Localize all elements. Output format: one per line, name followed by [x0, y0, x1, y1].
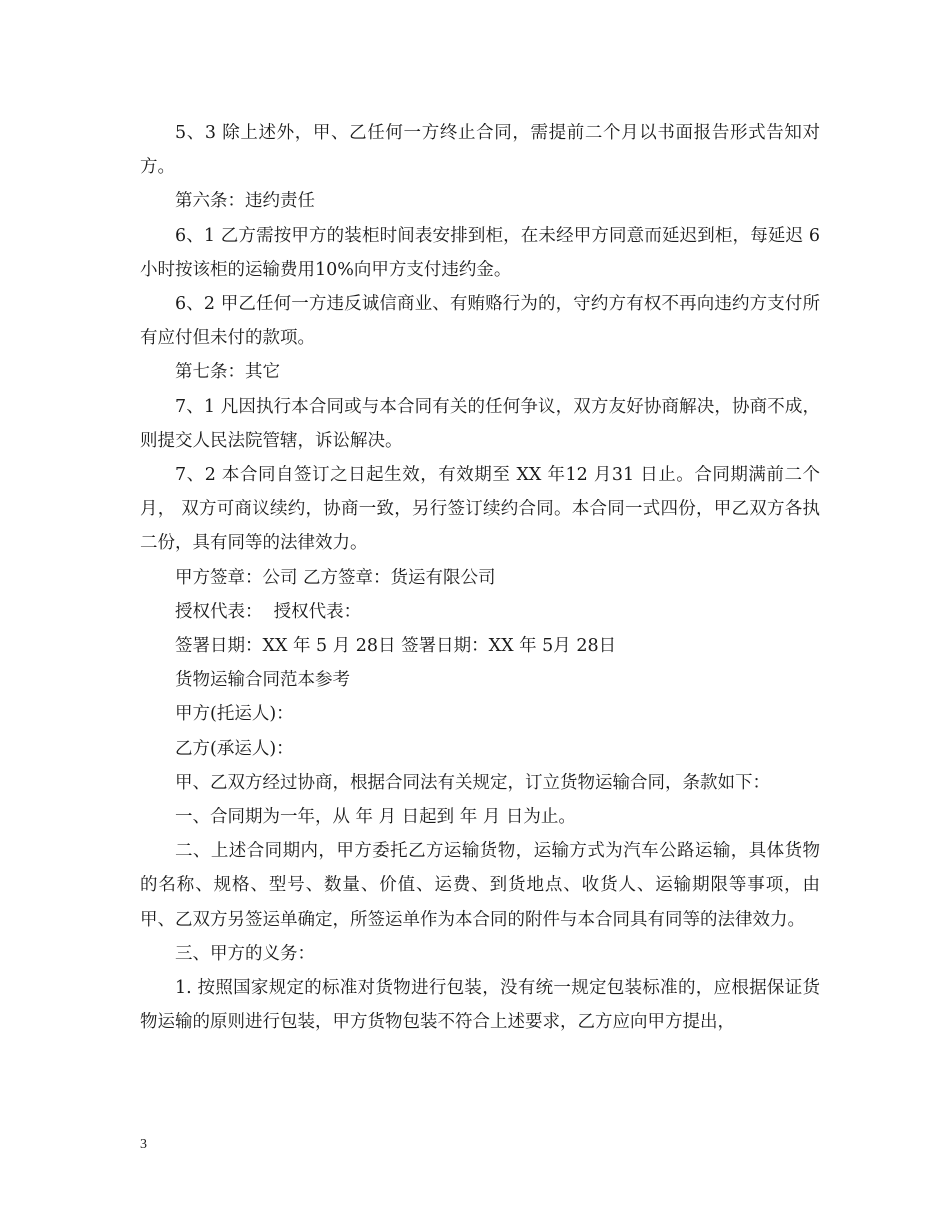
- paragraph-5-3: 5、3 除上述外，甲、乙任何一方终止合同，需提前二个月以书面报告形式告知对方。: [140, 123, 820, 178]
- section-title: 货物运输合同范本参考: [175, 670, 350, 691]
- authorized-rep-line: 授权代表： 授权代表：: [175, 601, 362, 622]
- paragraph-7-1: 7、1 凡因执行本合同或与本合同有关的任何争议，双方友好协商解决，协商不成，则提交人民法院管辖，诉讼解决。: [140, 396, 820, 451]
- party-b-line: 乙方(承运人)：: [175, 738, 294, 759]
- paragraph-6-1: 6、1 乙方需按甲方的装柜时间表安排到柜，在未经甲方同意而延迟到柜，每延迟 6 小时按该柜的运输费用10%向甲方支付违约金。: [140, 225, 826, 280]
- paragraph-6-2: 6、2 甲乙任何一方违反诚信商业、有贿赂行为的，守约方有权不再向违约方支付所有应付但未付的款项。: [140, 294, 820, 349]
- party-a-line: 甲方(托运人)：: [175, 704, 294, 725]
- clause-1: 一、合同期为一年，从 年 月 日起到 年 月 日为止。: [175, 807, 576, 828]
- page-number: 3: [140, 1137, 147, 1152]
- document-body: [140, 116, 826, 1039]
- clause-3-item-1: 1. 按照国家规定的标准对货物进行包装，没有统一规定包装标准的，应根据保证货物运输的原则进行包装，甲方货物包装不符合上述要求，乙方应向甲方提出，: [140, 978, 820, 1033]
- heading-article-7: 第七条：其它: [175, 362, 280, 383]
- signature-line: 甲方签章：公司 乙方签章：货运有限公司: [175, 567, 496, 588]
- signing-date-line: 签署日期：XX 年 5 月 28日 签署日期：XX 年 5月 28日: [175, 636, 617, 657]
- paragraph-7-2: 7、2 本合同自签订之日起生效，有效期至 XX 年12 月31 日止。合同期满前二个月， 双方可商议续约，协商一致，另行签订续约合同。本合同一式四份，甲乙双方各执二份，具有同等的法律效力。: [140, 465, 820, 554]
- preamble: 甲、乙双方经过协商，根据合同法有关规定，订立货物运输合同，条款如下：: [175, 772, 770, 793]
- clause-3-heading: 三、甲方的义务：: [175, 943, 315, 964]
- clause-2: 二、上述合同期内，甲方委托乙方运输货物，运输方式为汽车公路运输，具体货物的名称、规格、型号、数量、价值、运费、到货地点、收货人、运输期限等事项，由甲、乙双方另签运单确定，所签运单作为本合同的附件与本合同具有同等的法律效力。: [140, 841, 820, 930]
- heading-article-6: 第六条：违约责任: [175, 191, 315, 212]
